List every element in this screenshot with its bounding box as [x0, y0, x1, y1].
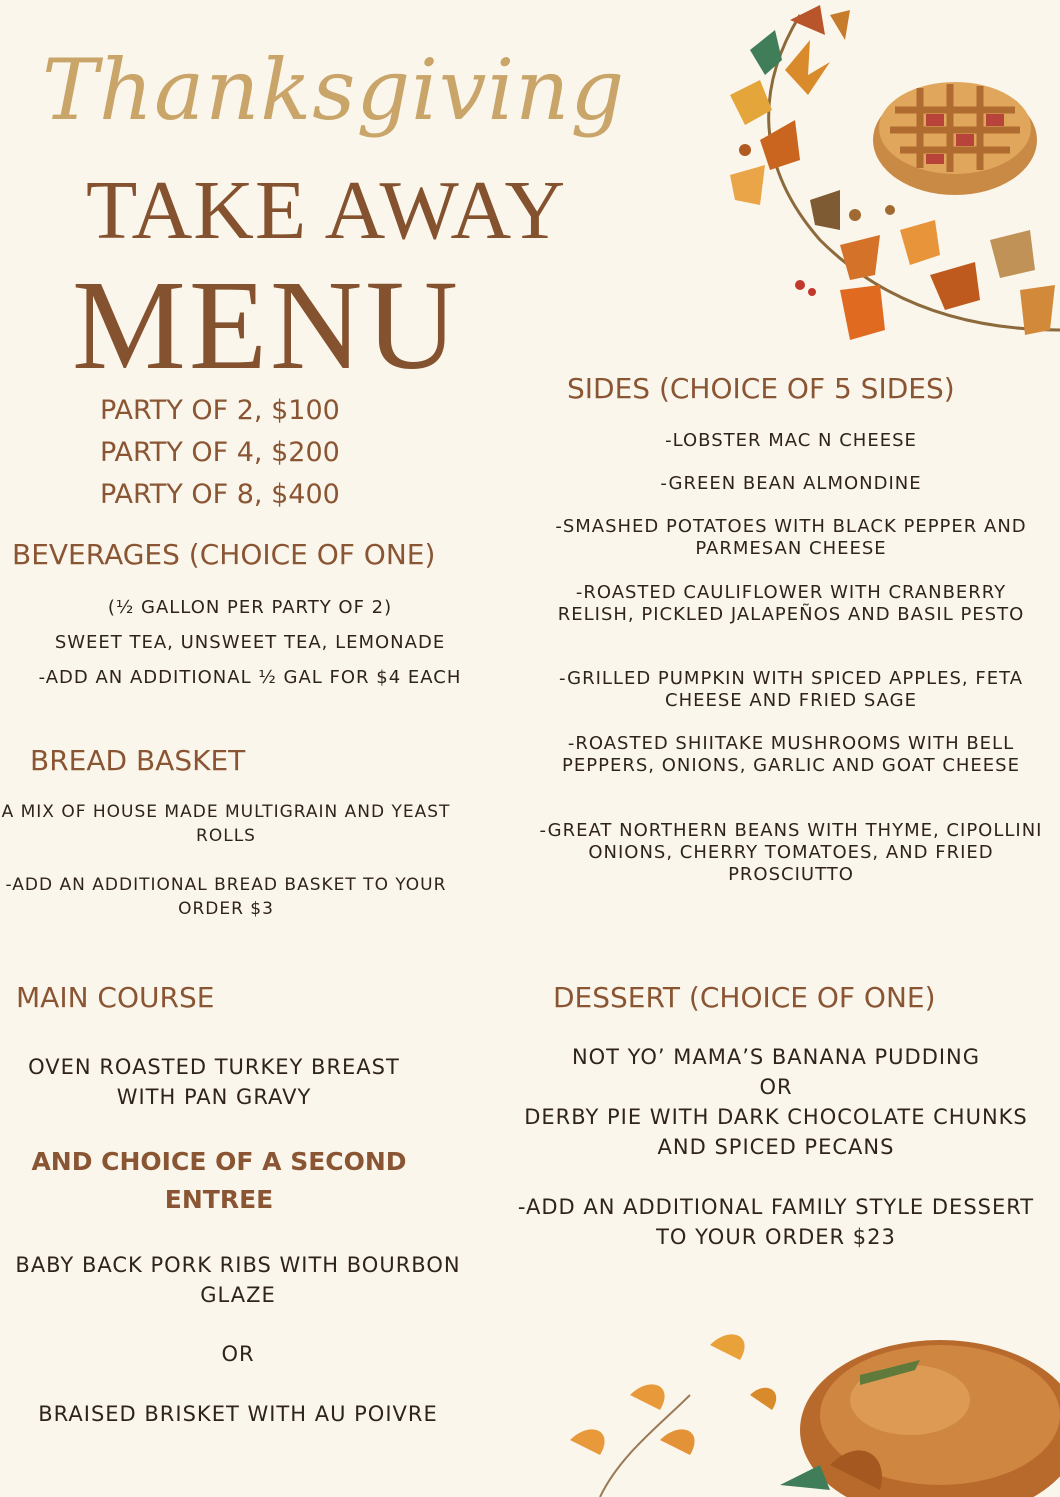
side-shiitake-mushrooms: -ROASTED SHIITAKE MUSHROOMS WITH BELL PEPPERS, ONIONS, GARLIC AND GOAT CHEESE: [562, 733, 1020, 776]
main-course-brisket: BRAISED BRISKET WITH AU POIVRE: [38, 1402, 438, 1426]
main-course-turkey: OVEN ROASTED TURKEY BREAST WITH PAN GRAVY: [28, 1055, 400, 1109]
side-great-northern-beans: -GREAT NORTHERN BEANS WITH THYME, CIPOLLINI ONIONS, CHERRY TOMATOES, AND FRIED PROSCIUTTO: [539, 820, 1043, 885]
bread-basket-addon: -ADD AN ADDITIONAL BREAD BASKET TO YOUR ORDER $3: [5, 875, 447, 919]
beverages-addon: -ADD AN ADDITIONAL ½ GAL FOR $4 EACH: [38, 667, 462, 688]
dessert-banana-pudding: NOT YO’ MAMA’S BANANA PUDDING: [571, 1045, 981, 1069]
beverages-options: SWEET TEA, UNSWEET TEA, LEMONADE: [54, 632, 446, 653]
autumn-leaves-pie-illustration: [690, 0, 1060, 360]
main-course-or: OR: [221, 1342, 255, 1366]
side-grilled-pumpkin: -GRILLED PUMPKIN WITH SPICED APPLES, FETA CHEESE AND FRIED SAGE: [558, 668, 1024, 711]
bread-basket-description: A MIX OF HOUSE MADE MULTIGRAIN AND YEAST ROLLS: [1, 802, 451, 846]
side-green-bean: -GREEN BEAN ALMONDINE: [660, 473, 922, 494]
beverages-serving-note: (½ GALLON PER PARTY OF 2): [107, 597, 393, 618]
bread-basket-heading: BREAD BASKET: [30, 744, 246, 777]
dessert-derby-pie: DERBY PIE WITH DARK CHOCOLATE CHUNKS AND SPICED PECANS: [524, 1105, 1028, 1159]
second-entree-heading: AND CHOICE OF A SECOND ENTREE: [31, 1147, 407, 1214]
main-course-heading: MAIN COURSE: [16, 981, 215, 1014]
take-away-title: TAKE AWAY: [86, 164, 567, 257]
main-course-pork-ribs: BABY BACK PORK RIBS WITH BOURBON GLAZE: [15, 1253, 461, 1307]
price-party-of-2: PARTY OF 2, $100: [100, 395, 340, 426]
thanksgiving-script-title: Thanksgiving: [42, 41, 626, 139]
dessert-heading: DESSERT (CHOICE OF ONE): [553, 981, 936, 1014]
side-roasted-cauliflower: -ROASTED CAULIFLOWER WITH CRANBERRY RELISH, PICKLED JALAPEÑOS AND BASIL PESTO: [557, 582, 1025, 625]
roast-turkey-illustration: [560, 1315, 1060, 1497]
dessert-or: OR: [759, 1075, 793, 1099]
dessert-addon: -ADD AN ADDITIONAL FAMILY STYLE DESSERT TO YOUR ORDER $23: [517, 1195, 1035, 1249]
price-party-of-8: PARTY OF 8, $400: [100, 479, 340, 510]
side-lobster-mac: -LOBSTER MAC N CHEESE: [665, 430, 917, 451]
side-smashed-potatoes: -SMASHED POTATOES WITH BLACK PEPPER AND PARMESAN CHEESE: [555, 516, 1027, 559]
menu-title: MENU: [72, 254, 461, 396]
price-party-of-4: PARTY OF 4, $200: [100, 437, 340, 468]
beverages-heading: BEVERAGES (CHOICE OF ONE): [12, 538, 436, 571]
sides-heading: SIDES (CHOICE OF 5 SIDES): [567, 372, 955, 405]
